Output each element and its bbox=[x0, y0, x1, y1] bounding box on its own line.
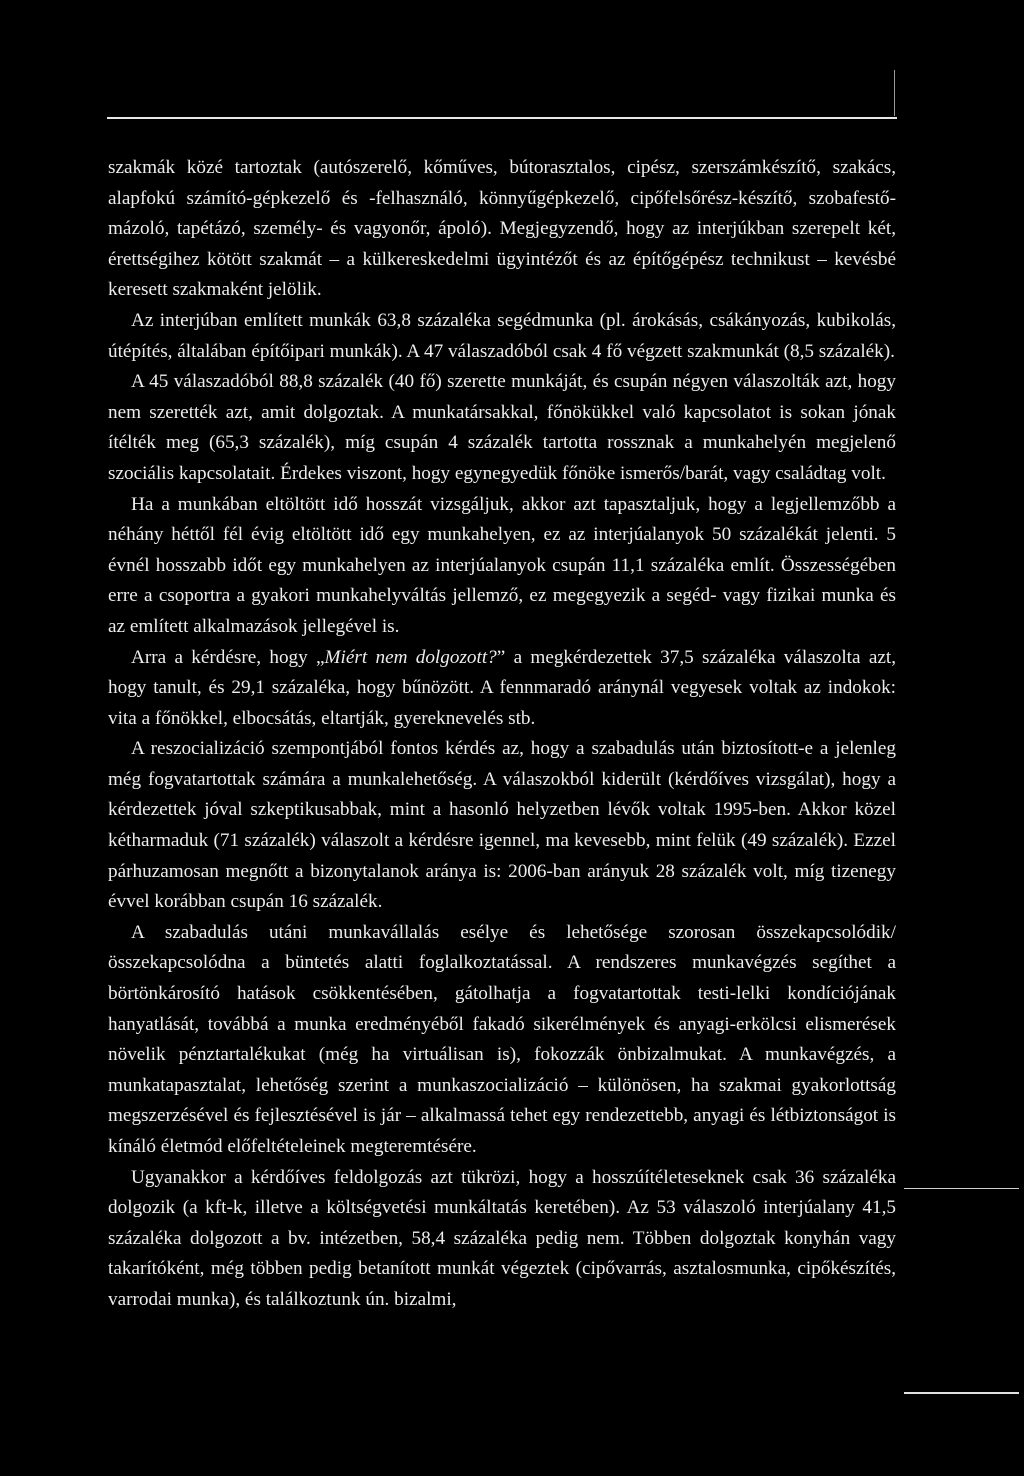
paragraph-2 bbox=[108, 306, 896, 367]
body-text bbox=[108, 153, 896, 1316]
quoted-question: Miért nem dolgozott? bbox=[324, 646, 497, 668]
paragraph-4 bbox=[108, 490, 896, 643]
paragraph-3 bbox=[108, 367, 896, 489]
paragraph-1-text: szakmák közé tartoztak (autószerelő, kőműves, bútorasztalos, cipész, szerszámkészítő, szakács, alapfokú számító-gépkezelő és -felhasználó, könnyűgépkezelő, cipőfelsőrész-készítő, szobafestő-mázoló, tapétázó, személy- és vagyonőr, ápoló). Megjegyzendő, hogy az interjúkban szerepelt két, érettségihez kötött szakmát – a külkereskedelmi ügyintézőt és az építőgépész technikust – kevésbé keresett szakmaként jelölik. bbox=[108, 157, 896, 301]
paragraph-6-text: A reszocializáció szempontjából fontos kérdés az, hogy a szabadulás után biztosított-e a jelenleg még fogvatartottak számára a munkalehetőség. A válaszokból kiderült (kérdőíves vizsgálat), hogy a kérdezettek jóval szkeptikusabbak, mint a hasonló helyzetben lévők voltak 1995-ben. Akkor közel kétharmaduk (71 százalék) válaszolt a kérdésre igennel, ma kevesebb, mint felük (49 százalék). Ezzel párhuzamosan megnőtt a bizonytalanok aránya is: 2006-ban arányuk 28 százalék volt, míg tizenegy évvel korábban csupán 16 százalék. bbox=[108, 738, 896, 913]
paragraph-6 bbox=[108, 734, 896, 918]
paragraph-3-text: A 45 válaszadóból 88,8 százalék (40 fő) szerette munkáját, és csupán négyen válaszolták azt, hogy nem szerették azt, amit dolgoztak. A munkatársakkal, főnökükkel való kapcsolatot is sokan jónak ítélték meg (65,3 százalék), míg csupán 4 százalék tartotta rossznak a munkahelyén megjelenő szociális kapcsolatait. Érdekes viszont, hogy egynegyedük főnöke ismerős/barát, vagy családtag volt. bbox=[108, 371, 896, 484]
paragraph-2-text: Az interjúban említett munkák 63,8 százaléka segédmunka (pl. árokásás, csákányozás, kubikolás, útépítés, általában építőipari munkák). A 47 válaszadóból csak 4 fő végzett szakmunkát (8,5 százalék). bbox=[108, 309, 896, 362]
paragraph-7 bbox=[108, 918, 896, 1163]
paragraph-5-text-end: ” a megkérdezettek 37,5 százaléka válaszolta azt, hogy tanult, és 29,1 százaléka, hogy bűnözött. A fennmaradó aránynál vegyesek voltak az indokok: vita a főnökkel, elbocsátás, eltartják, gyereknevelés stb. bbox=[108, 646, 896, 729]
paragraph-8-text: Ugyanakkor a kérdőíves feldolgozás azt tükrözi, hogy a hosszúítéleteseknek csak 36 százaléka dolgozik (a kft-k, illetve a költségvetési munkáltatás keretében). Az 53 válaszoló interjúalany 41,5 százaléka dolgozott a bv. intézetben, 58,4 százaléka pedig nem. Többen dolgoztak konyhán vagy takarítóként, még többen pedig betanított munkát végeztek (cipővarrás, asztalosmunka, cipőkészítés, varrodai munka), és találkoztunk ún. bizalmi, bbox=[108, 1166, 896, 1310]
margin-box bbox=[904, 1188, 1019, 1394]
paragraph-5-text-start: Arra a kérdésre, hogy „ bbox=[131, 646, 325, 668]
paragraph-8 bbox=[108, 1163, 896, 1316]
header-rule bbox=[107, 117, 897, 119]
paragraph-4-text: Ha a munkában eltöltött idő hosszát vizsgáljuk, akkor azt tapasztaljuk, hogy a legjellemzőbb a néhány héttől fél évig eltöltött idő egy munkahelyen, ez az interjúalanyok 50 százalékát jelenti. 5 évnél hosszabb időt egy munkahelyen az interjúalanyok csupán 11,1 százaléka említ. Összességében erre a csoportra a gyakori munkahelyváltás jellemző, ez megegyezik a segéd- vagy fizikai munka és az említett alkalmazások jellegével is. bbox=[108, 493, 896, 637]
paragraph-1 bbox=[108, 153, 896, 306]
paragraph-7-text: A szabadulás utáni munkavállalás esélye és lehetősége szorosan összekapcsolódik/összekapcsolódna a büntetés alatti foglalkoztatással. A rendszeres munkavégzés segíthet a börtönkárosító hatások csökkentésében, gátolhatja a fogvatartottak testi-lelki kondíciójának hanyatlását, továbbá a munka eredményéből fakadó sikerélmények és anyagi-erkölcsi elismerések növelik pénztartalékukat (még ha virtuálisan is), fokozzák önbizalmukat. A munkavégzés, a munkatapasztalat, lehetőség szerint a munkaszocializáció – különösen, ha szakmai gyakorlottság megszerzésével és fejlesztésével is jár – alkalmassá tehet egy rendezettebb, anyagi és létbiztonságot is kínáló életmód előfeltételeinek megteremtésére. bbox=[108, 921, 896, 1157]
paragraph-5 bbox=[108, 643, 896, 735]
scan-edge-mark bbox=[894, 70, 895, 116]
